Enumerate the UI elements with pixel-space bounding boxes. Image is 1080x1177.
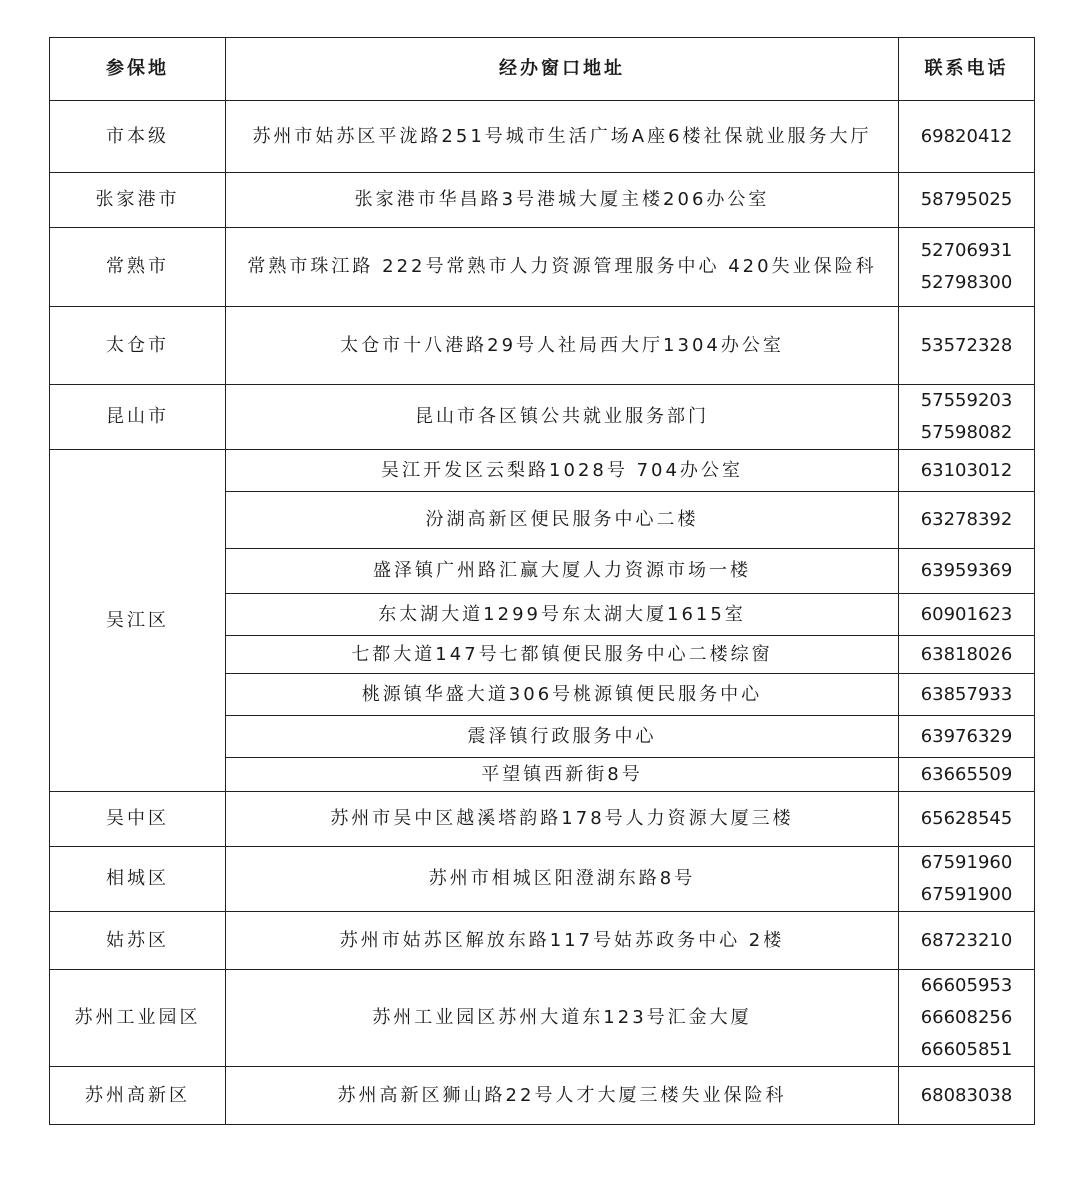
- phone-cell: [899, 847, 1035, 912]
- address-cell: 苏州市相城区阳澄湖东路8号: [226, 847, 899, 912]
- address-cell: 常熟市珠江路 222号常熟市人力资源管理服务中心 420失业保险科: [226, 228, 899, 307]
- place-cell: 太仓市: [50, 307, 226, 385]
- place-cell: 相城区: [50, 847, 226, 912]
- place-cell: 昆山市: [50, 385, 226, 450]
- table-row: [50, 307, 1035, 385]
- address-cell: 昆山市各区镇公共就业服务部门: [226, 385, 899, 450]
- address-cell: 太仓市十八港路29号人社局西大厅1304办公室: [226, 307, 899, 385]
- table-row: [50, 173, 1035, 228]
- phone-number: 63959369: [920, 560, 1013, 581]
- table-row: [50, 385, 1035, 450]
- phone-cell: [899, 385, 1035, 450]
- table-row: [50, 970, 1035, 1067]
- place-cell: 苏州工业园区: [50, 970, 226, 1067]
- place-cell: 张家港市: [50, 173, 226, 228]
- place-cell: 吴江区: [50, 450, 226, 792]
- phone-cell: [899, 636, 1035, 674]
- phone-cell: [899, 716, 1035, 758]
- address-cell: 桃源镇华盛大道306号桃源镇便民服务中心: [226, 674, 899, 716]
- phone-number: 67591960: [920, 852, 1013, 873]
- phone-number: 63103012: [920, 459, 1013, 481]
- phone-number: 57559203: [920, 390, 1013, 411]
- phone-number: 63857933: [920, 683, 1013, 705]
- table-row: [50, 847, 1035, 912]
- place-cell: 吴中区: [50, 792, 226, 847]
- phone-cell: [899, 912, 1035, 970]
- header-address: 经办窗口地址: [226, 38, 899, 101]
- phone-number: 58795025: [920, 189, 1013, 210]
- table-row: [50, 792, 1035, 847]
- place-cell: 市本级: [50, 101, 226, 173]
- address-cell: 苏州市姑苏区解放东路117号姑苏政务中心 2楼: [226, 912, 899, 970]
- address-cell: 平望镇西新街8号: [226, 758, 899, 792]
- phone-number: 65628545: [920, 808, 1013, 829]
- phone-number: 66605953: [920, 975, 1013, 996]
- phone-number: 66605851: [920, 1039, 1013, 1060]
- phone-number: 52798300: [920, 272, 1013, 293]
- phone-number: 68083038: [920, 1084, 1013, 1106]
- table-row: [50, 912, 1035, 970]
- address-cell: 苏州市吴中区越溪塔韵路178号人力资源大厦三楼: [226, 792, 899, 847]
- address-cell: 吴江开发区云梨路1028号 704办公室: [226, 450, 899, 492]
- phone-cell: [899, 450, 1035, 492]
- phone-number: 63818026: [920, 643, 1013, 665]
- contact-table: [49, 37, 1035, 1125]
- phone-number: 53572328: [920, 334, 1013, 356]
- phone-number: 63976329: [920, 725, 1013, 747]
- table-row: [50, 228, 1035, 307]
- phone-cell: [899, 674, 1035, 716]
- address-cell: 七都大道147号七都镇便民服务中心二楼综窗: [226, 636, 899, 674]
- phone-cell: [899, 792, 1035, 847]
- phone-cell: [899, 173, 1035, 228]
- phone-number: 67591900: [920, 884, 1013, 905]
- phone-number: 68723210: [920, 929, 1013, 951]
- phone-number: 60901623: [920, 603, 1013, 625]
- phone-number: 69820412: [920, 125, 1013, 147]
- address-cell: 张家港市华昌路3号港城大厦主楼206办公室: [226, 173, 899, 228]
- phone-number: 57598082: [920, 422, 1013, 443]
- phone-cell: [899, 758, 1035, 792]
- table-row: [50, 450, 1035, 492]
- phone-cell: [899, 101, 1035, 173]
- place-cell: 常熟市: [50, 228, 226, 307]
- phone-number: 63278392: [920, 509, 1013, 530]
- address-cell: 苏州高新区狮山路22号人才大厦三楼失业保险科: [226, 1067, 899, 1125]
- phone-number: 63665509: [920, 763, 1013, 785]
- address-cell: 苏州工业园区苏州大道东123号汇金大厦: [226, 970, 899, 1067]
- address-cell: 汾湖高新区便民服务中心二楼: [226, 492, 899, 549]
- phone-cell: [899, 1067, 1035, 1125]
- phone-cell: [899, 492, 1035, 549]
- phone-cell: [899, 970, 1035, 1067]
- address-cell: 震泽镇行政服务中心: [226, 716, 899, 758]
- phone-cell: [899, 307, 1035, 385]
- address-cell: 苏州市姑苏区平泷路251号城市生活广场A座6楼社保就业服务大厅: [226, 101, 899, 173]
- phone-number: 66608256: [920, 1007, 1013, 1028]
- header-phone: 联系电话: [899, 38, 1035, 101]
- phone-number: 52706931: [920, 240, 1013, 261]
- place-cell: 姑苏区: [50, 912, 226, 970]
- phone-cell: [899, 594, 1035, 636]
- address-cell: 东太湖大道1299号东太湖大厦1615室: [226, 594, 899, 636]
- header-place: 参保地: [50, 38, 226, 101]
- phone-cell: [899, 549, 1035, 594]
- table-row: [50, 101, 1035, 173]
- address-cell: 盛泽镇广州路汇赢大厦人力资源市场一楼: [226, 549, 899, 594]
- table-row: [50, 1067, 1035, 1125]
- place-cell: 苏州高新区: [50, 1067, 226, 1125]
- header-row: [50, 38, 1035, 101]
- phone-cell: [899, 228, 1035, 307]
